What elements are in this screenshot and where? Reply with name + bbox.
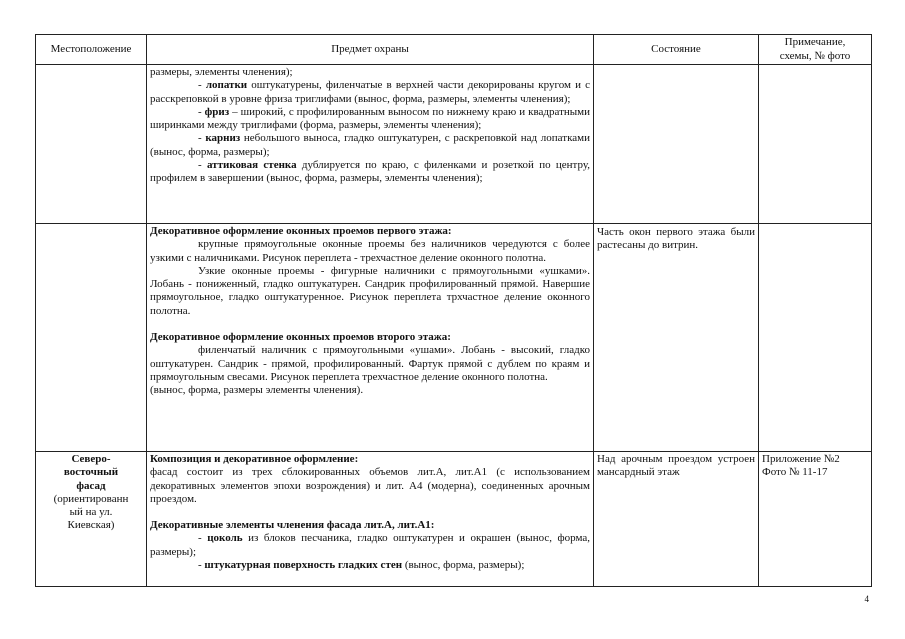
- row2-heading2: Декоративное оформление оконных проемов второго этажа:: [150, 331, 451, 344]
- header-subject: Предмет охраны: [147, 35, 594, 65]
- table-header-row: [36, 35, 872, 65]
- header-note-line1: Примечание,: [784, 36, 846, 49]
- header-note: [759, 35, 872, 65]
- row1-state: [594, 65, 759, 224]
- row3-note: [759, 452, 872, 587]
- row2-state: [594, 224, 759, 452]
- row1-subject: [147, 65, 594, 224]
- page-number: 4: [864, 594, 869, 604]
- row3-note-line2: Фото № 11-17: [762, 466, 828, 479]
- row3-subject: [147, 452, 594, 587]
- row2-subject: [147, 224, 594, 452]
- row3-state-text: Над арочным проездом устроен мансардный этаж: [597, 453, 755, 479]
- row1-location: [36, 65, 147, 224]
- row2-state-text: Часть окон первого этажа были растесаны до витрин.: [597, 226, 755, 252]
- row2-para1: крупные прямоугольные оконные проемы без наличников чередуются с более узкими с наличниками. Рисунок переплета - трехчастное деление оконного полотна.: [150, 238, 590, 264]
- row2-note: [759, 224, 872, 452]
- row1-line1: размеры, элементы членения);: [150, 66, 293, 78]
- row2-heading1: Декоративное оформление оконных проемов первого этажа:: [150, 225, 452, 237]
- header-state: Состояние: [594, 35, 759, 65]
- row3-note-line1: Приложение №2: [762, 453, 840, 465]
- row2-location: [36, 224, 147, 452]
- row3-heading2: Декоративные элементы членения фасада лит.А, лит.А1:: [150, 519, 435, 532]
- row3-para1: фасад состоит из трех сблокированных объемов лит.А, лит.А1 (с использованием декоративных элементов эпохи возрождения) и лит. А4 (модерна), соединенных арочным проездом.: [150, 466, 590, 505]
- row3-walls: - штукатурная поверхность гладких стен (вынос, форма, размеры);: [198, 559, 525, 572]
- row3-heading1: Композиция и декоративное оформление:: [150, 453, 359, 465]
- row2-para2: Узкие оконные проемы - фигурные наличники с прямоугольными «ушками». Лобань - пониженный, гладко оштукатурен. Сандрик профилированный прямой. Навершие прямоугольное, гладко оштукатуренное. Рисунок переплета трхчастное деление оконного полотна.: [150, 264, 590, 317]
- row2-para3: филенчатый наличник с прямоугольными «ушами». Лобань - высокий, гладко оштукатурен. Сандрик - прямой, профилированный. Фартук прямой с дублем по краям и прямоугольным свесами. Рисунок переплета трехчастное деление оконного полотна.: [150, 344, 590, 383]
- row2-para4: (вынос, форма, размеры элементы членения).: [150, 384, 364, 397]
- row1-note: [759, 65, 872, 224]
- row1-pilasters: - лопатки оштукатурены, филенчатые в верхней части декорированы кругом и с расскреповкой в уровне фриза триглифами (вынос, форма, размеры, элементы членения);: [150, 79, 590, 105]
- row1-frieze: - фриз – широкий, с профилированным выносом по нижнему краю и квадратными ширинками между триглифами (форма, размеры, элементы членения);: [150, 105, 590, 132]
- row3-state: [594, 452, 759, 587]
- row3-location: Северо- восточный фасад (ориентированн ый на ул. Киевская): [36, 452, 147, 587]
- table-row: [36, 65, 872, 224]
- row3-plinth: - цоколь из блоков песчаника, гладко оштукатурен и окрашен (вынос, форма, размеры);: [150, 532, 590, 558]
- row1-attic: - аттиковая стенка дублируется по краю, с филенками и розеткой по центру, профилем в завершении (вынос, форма, размеры, элементы членения);: [150, 159, 590, 185]
- table-row: [36, 452, 872, 587]
- row1-cornice: - карниз небольшого выноса, гладко оштукатурен, с раскреповкой над лопатками (вынос, форма, размеры);: [150, 132, 590, 158]
- header-note-line2: схемы, № фото: [779, 49, 851, 62]
- header-location: Местоположение: [36, 35, 147, 65]
- table-row: [36, 224, 872, 452]
- protection-table: [35, 34, 872, 587]
